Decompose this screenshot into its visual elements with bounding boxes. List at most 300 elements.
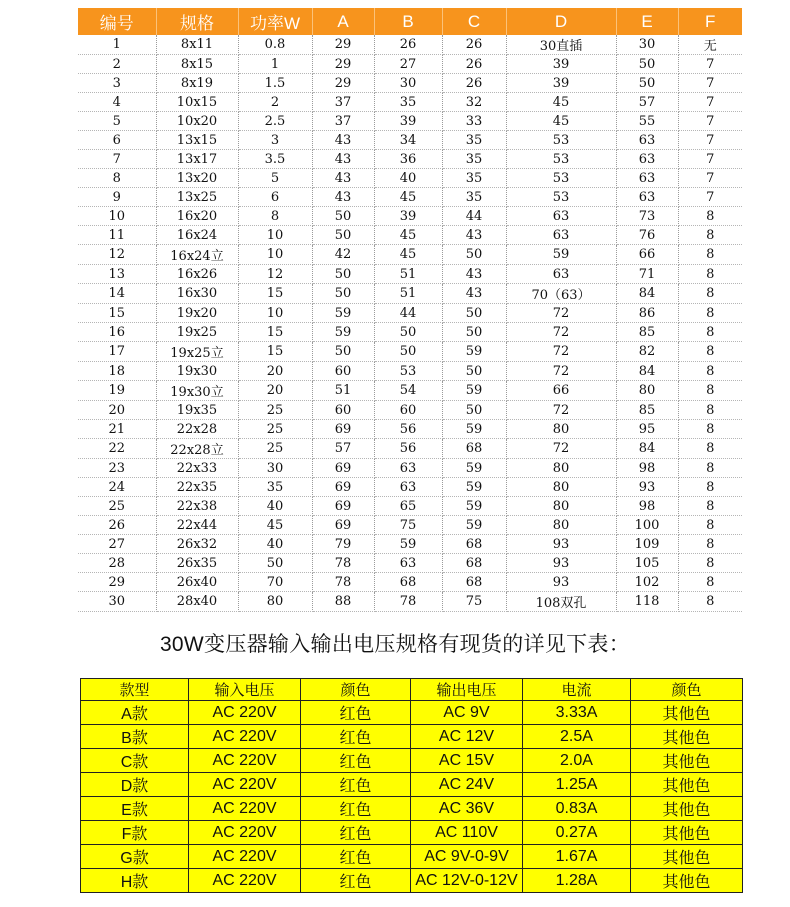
transformer-table-cell: AC 9V [411,701,523,725]
spec-table-cell: 29 [78,573,156,592]
spec-table-cell: 29 [312,55,374,74]
transformer-table-cell: AC 220V [189,845,301,869]
spec-table-cell: 69 [312,459,374,478]
spec-table-cell: 21 [78,420,156,439]
spec-table-cell: 95 [616,420,678,439]
spec-table-cell: 39 [506,74,616,93]
spec-table-cell: 14 [78,284,156,304]
spec-table-cell: 108双孔 [506,592,616,612]
spec-table-cell: 63 [616,188,678,207]
spec-table-cell: 32 [442,93,506,112]
spec-table-cell: 3 [238,131,312,150]
spec-table-cell: 8 [678,362,742,381]
spec-table-cell: 22x28立 [156,439,238,459]
spec-table-cell: 27 [78,535,156,554]
spec-table-cell: 8 [678,265,742,284]
spec-table-cell: 50 [616,74,678,93]
spec-table-cell: 75 [442,592,506,612]
spec-table-cell: 69 [312,516,374,535]
spec-table-cell: 2 [78,55,156,74]
spec-table-header-cell: E [616,8,678,35]
spec-table-cell: 22 [78,439,156,459]
spec-table-cell: 59 [506,245,616,265]
spec-table-cell: 22x33 [156,459,238,478]
spec-table-cell: 39 [374,207,442,226]
spec-table-cell: 13x17 [156,150,238,169]
spec-table-cell: 8 [678,592,742,612]
spec-table-cell: 19x20 [156,304,238,323]
spec-table-cell: 43 [312,131,374,150]
spec-table-row [78,265,742,284]
transformer-table-header-cell: 颜色 [301,679,411,701]
transformer-table-cell: B款 [81,725,189,749]
spec-table-cell: 16x20 [156,207,238,226]
spec-table-cell: 10x20 [156,112,238,131]
spec-table-cell: 63 [616,131,678,150]
spec-table-cell: 8 [678,284,742,304]
transformer-table-cell: AC 15V [411,749,523,773]
spec-table-row [78,55,742,74]
spec-table-cell: 7 [678,74,742,93]
spec-table-cell: 65 [374,497,442,516]
spec-table-cell: 4 [78,93,156,112]
spec-table-cell: 50 [374,323,442,342]
spec-table-cell: 24 [78,478,156,497]
spec-table-cell: 22x44 [156,516,238,535]
spec-table-cell: 7 [678,188,742,207]
spec-table-row [78,516,742,535]
spec-table-cell: 63 [374,459,442,478]
spec-table-cell: 19x30 [156,362,238,381]
spec-table-cell: 80 [616,381,678,401]
spec-table-cell: 19x35 [156,401,238,420]
transformer-table-cell: 其他色 [631,725,743,749]
spec-table-cell: 72 [506,323,616,342]
spec-table-cell: 53 [506,188,616,207]
spec-table-cell: 30直插 [506,35,616,55]
spec-table-cell: 8 [678,420,742,439]
spec-table-cell: 10 [238,226,312,245]
spec-table-cell: 35 [442,131,506,150]
spec-table-cell: 72 [506,342,616,362]
transformer-table-cell: 红色 [301,845,411,869]
transformer-table-row [81,725,743,749]
spec-table-cell: 7 [678,131,742,150]
spec-table-cell: 25 [238,401,312,420]
spec-table-cell: 10 [238,304,312,323]
spec-table-cell: 13 [78,265,156,284]
spec-table-cell: 54 [374,381,442,401]
spec-table-cell: 70 [238,573,312,592]
spec-table-row [78,420,742,439]
spec-table-cell: 33 [442,112,506,131]
transformer-table-row [81,821,743,845]
spec-table-row [78,573,742,592]
spec-table-cell: 53 [506,169,616,188]
spec-table-cell: 36 [374,150,442,169]
spec-table-cell: 93 [506,535,616,554]
transformer-table-cell: 2.0A [523,749,631,773]
transformer-table-cell: AC 24V [411,773,523,797]
transformer-table-row [81,845,743,869]
transformer-table-row [81,797,743,821]
spec-table-cell: 109 [616,535,678,554]
spec-table-cell: 59 [442,420,506,439]
spec-table-cell: 7 [678,112,742,131]
transformer-table-body [81,701,743,893]
spec-table-cell: 8 [678,401,742,420]
spec-table-cell: 84 [616,284,678,304]
spec-table-cell: 19x25立 [156,342,238,362]
spec-table-cell: 51 [312,381,374,401]
spec-table-cell: 18 [78,362,156,381]
spec-table-cell: 60 [312,362,374,381]
spec-table-cell: 8 [678,497,742,516]
transformer-table-cell: AC 9V-0-9V [411,845,523,869]
spec-table-header-row [78,8,742,35]
transformer-table-header-cell: 电流 [523,679,631,701]
spec-table-cell: 50 [312,207,374,226]
transformer-table-cell: 0.27A [523,821,631,845]
transformer-table-cell: AC 12V [411,725,523,749]
spec-table-cell: 8 [678,478,742,497]
spec-table-cell: 7 [78,150,156,169]
transformer-table-cell: AC 220V [189,773,301,797]
spec-table-cell: 1 [238,55,312,74]
spec-table-cell: 73 [616,207,678,226]
spec-table-header-cell: D [506,8,616,35]
spec-table-cell: 98 [616,459,678,478]
spec-table-cell: 59 [374,535,442,554]
spec-table-cell: 63 [506,265,616,284]
spec-table-cell: 13x15 [156,131,238,150]
spec-table-cell: 5 [78,112,156,131]
spec-table-cell: 8 [678,459,742,478]
spec-table-cell: 20 [78,401,156,420]
transformer-table-row [81,773,743,797]
transformer-heading: 30W变压器输入输出电压规格有现货的详见下表： [159,633,631,656]
spec-table-row [78,150,742,169]
transformer-table-cell: 红色 [301,749,411,773]
spec-table-cell: 80 [506,459,616,478]
spec-table-row [78,362,742,381]
spec-table-cell: 76 [616,226,678,245]
spec-table-cell: 15 [238,323,312,342]
spec-table-cell: 118 [616,592,678,612]
spec-table-cell: 72 [506,362,616,381]
spec-table-cell: 45 [374,188,442,207]
spec-table-cell: 8 [78,169,156,188]
spec-table-row [78,535,742,554]
spec-table-cell: 75 [374,516,442,535]
spec-table-row [78,342,742,362]
spec-table-cell: 43 [442,265,506,284]
spec-table-cell: 50 [442,401,506,420]
spec-table-cell: 68 [442,535,506,554]
transformer-table-cell: H款 [81,869,189,893]
spec-table-cell: 80 [506,420,616,439]
spec-table-cell: 98 [616,497,678,516]
spec-table-row [78,323,742,342]
spec-table-cell: 59 [312,304,374,323]
spec-table-cell: 9 [78,188,156,207]
spec-table-cell: 8 [678,342,742,362]
spec-table-cell: 63 [616,150,678,169]
spec-table-cell: 44 [442,207,506,226]
transformer-table-cell: 红色 [301,821,411,845]
spec-table-cell: 50 [374,342,442,362]
spec-table-header-cell: C [442,8,506,35]
spec-table-cell: 26 [442,35,506,55]
spec-table-cell: 23 [78,459,156,478]
transformer-table-cell: AC 36V [411,797,523,821]
spec-table-cell: 11 [78,226,156,245]
transformer-table-header-cell: 颜色 [631,679,743,701]
spec-table-cell: 59 [442,459,506,478]
spec-table-row [78,284,742,304]
spec-table-cell: 17 [78,342,156,362]
spec-table-cell: 30 [616,35,678,55]
spec-table-cell: 12 [238,265,312,284]
transformer-table-cell: AC 110V [411,821,523,845]
spec-table-cell: 69 [312,420,374,439]
spec-table-cell: 63 [616,169,678,188]
spec-table-cell: 43 [312,188,374,207]
spec-table-cell: 51 [374,284,442,304]
spec-table-cell: 8x15 [156,55,238,74]
transformer-table-header-cell: 款型 [81,679,189,701]
spec-table-cell: 15 [78,304,156,323]
spec-table-cell: 40 [238,535,312,554]
transformer-table-cell: 红色 [301,797,411,821]
transformer-table-header-cell: 输入电压 [189,679,301,701]
spec-table-header-cell: 功率W [238,8,312,35]
spec-table-row [78,497,742,516]
spec-table-cell: 50 [312,265,374,284]
transformer-table-cell: AC 12V-0-12V [411,869,523,893]
spec-table-cell: 10x15 [156,93,238,112]
spec-table-cell: 16x26 [156,265,238,284]
spec-table-cell: 26x35 [156,554,238,573]
spec-table-cell: 80 [506,497,616,516]
spec-table-cell: 59 [442,516,506,535]
transformer-table-cell: C款 [81,749,189,773]
spec-table-cell: 63 [374,478,442,497]
transformer-table-cell: AC 220V [189,869,301,893]
spec-table-cell: 50 [442,304,506,323]
transformer-table-cell: E款 [81,797,189,821]
spec-table-cell: 25 [238,439,312,459]
spec-table [78,8,742,612]
spec-table-cell: 60 [374,401,442,420]
spec-table-row [78,74,742,93]
spec-table-cell: 50 [442,323,506,342]
spec-table-cell: 22x35 [156,478,238,497]
spec-table-body [78,35,742,612]
spec-table-row [78,592,742,612]
transformer-table-cell: 其他色 [631,773,743,797]
transformer-table-cell: 红色 [301,773,411,797]
spec-table-cell: 85 [616,401,678,420]
spec-table-cell: 34 [374,131,442,150]
spec-table-cell: 82 [616,342,678,362]
transformer-table-cell: AC 220V [189,725,301,749]
transformer-table-cell: 其他色 [631,749,743,773]
spec-table-cell: 84 [616,362,678,381]
spec-table-cell: 7 [678,55,742,74]
spec-table-cell: 57 [616,93,678,112]
transformer-table-cell: AC 220V [189,749,301,773]
spec-table-cell: 26x32 [156,535,238,554]
spec-table-row [78,169,742,188]
spec-table-cell: 7 [678,93,742,112]
spec-table-cell: 79 [312,535,374,554]
spec-table-cell: 100 [616,516,678,535]
spec-table-cell: 93 [506,573,616,592]
spec-table-cell: 57 [312,439,374,459]
transformer-table-row [81,749,743,773]
spec-table-cell: 59 [312,323,374,342]
spec-table-cell: 66 [506,381,616,401]
spec-table-cell: 43 [442,226,506,245]
spec-table-cell: 5 [238,169,312,188]
spec-table-cell: 6 [78,131,156,150]
spec-table-row [78,401,742,420]
spec-table-cell: 55 [616,112,678,131]
spec-table-header-cell: A [312,8,374,35]
transformer-table-cell: 其他色 [631,821,743,845]
spec-table-cell: 37 [312,93,374,112]
spec-table-cell: 8 [678,554,742,573]
spec-table-cell: 30 [238,459,312,478]
spec-table-cell: 12 [78,245,156,265]
spec-table-cell: 8 [238,207,312,226]
spec-table-row [78,93,742,112]
spec-table-cell: 27 [374,55,442,74]
spec-table-cell: 86 [616,304,678,323]
spec-table-cell: 13x25 [156,188,238,207]
spec-table-cell: 59 [442,342,506,362]
spec-table-cell: 10 [238,245,312,265]
spec-table-row [78,131,742,150]
spec-table-cell: 43 [312,150,374,169]
spec-table-cell: 8 [678,323,742,342]
transformer-table-cell: 其他色 [631,845,743,869]
spec-table-cell: 60 [312,401,374,420]
spec-table-cell: 70（63） [506,284,616,304]
spec-table-cell: 50 [442,362,506,381]
spec-table-cell: 20 [238,381,312,401]
spec-table-row [78,226,742,245]
spec-table-cell: 15 [238,284,312,304]
spec-table-row [78,207,742,226]
spec-table-cell: 28 [78,554,156,573]
spec-table-cell: 3 [78,74,156,93]
transformer-table-cell: 其他色 [631,797,743,821]
transformer-table [80,678,743,893]
spec-table-cell: 43 [442,284,506,304]
spec-table-cell: 25 [238,420,312,439]
spec-table-cell: 15 [238,342,312,362]
spec-table-cell: 40 [238,497,312,516]
spec-table-cell: 56 [374,439,442,459]
spec-table-cell: 1.5 [238,74,312,93]
spec-table-cell: 53 [506,131,616,150]
spec-table-cell: 93 [506,554,616,573]
spec-table-cell: 68 [442,554,506,573]
spec-table-cell: 72 [506,439,616,459]
spec-table-cell: 22x38 [156,497,238,516]
transformer-table-cell: 红色 [301,869,411,893]
transformer-table-header-cell: 输出电压 [411,679,523,701]
spec-table-cell: 16x24立 [156,245,238,265]
transformer-table-cell: D款 [81,773,189,797]
transformer-table-cell: AC 220V [189,821,301,845]
spec-table-cell: 78 [312,573,374,592]
spec-table-cell: 105 [616,554,678,573]
spec-table-cell: 2.5 [238,112,312,131]
spec-table-cell: 8x11 [156,35,238,55]
spec-table-cell: 25 [78,497,156,516]
spec-table-cell: 8 [678,381,742,401]
spec-table-cell: 35 [442,169,506,188]
spec-table-cell: 50 [616,55,678,74]
spec-table-cell: 80 [238,592,312,612]
spec-table-cell: 59 [442,381,506,401]
spec-table-cell: 53 [374,362,442,381]
transformer-table-cell: 红色 [301,725,411,749]
spec-table-cell: 39 [374,112,442,131]
spec-table-header-cell: F [678,8,742,35]
spec-table-cell: 35 [442,150,506,169]
spec-table-cell: 13x20 [156,169,238,188]
spec-table-cell: 8 [678,439,742,459]
spec-table-cell: 8 [678,573,742,592]
spec-table-cell: 8 [678,207,742,226]
spec-table-cell: 8 [678,245,742,265]
spec-table-cell: 102 [616,573,678,592]
spec-table-cell: 40 [374,169,442,188]
spec-table-cell: 30 [374,74,442,93]
spec-table-cell: 8 [678,516,742,535]
spec-table-cell: 78 [312,554,374,573]
spec-table-header-cell: 规格 [156,8,238,35]
spec-table-cell: 53 [506,150,616,169]
spec-table-cell: 43 [312,169,374,188]
spec-table-cell: 10 [78,207,156,226]
spec-table-cell: 68 [442,439,506,459]
spec-table-cell: 6 [238,188,312,207]
spec-table-row [78,554,742,573]
spec-table-cell: 68 [442,573,506,592]
spec-table-cell: 50 [238,554,312,573]
transformer-table-cell: 2.5A [523,725,631,749]
transformer-table-row [81,701,743,725]
spec-table-cell: 无 [678,35,742,55]
spec-table-header-cell: 编号 [78,8,156,35]
spec-table-cell: 45 [374,245,442,265]
spec-table-cell: 93 [616,478,678,497]
spec-table-cell: 39 [506,55,616,74]
spec-table-cell: 26 [442,74,506,93]
transformer-table-cell: G款 [81,845,189,869]
spec-table-cell: 72 [506,304,616,323]
spec-table-cell: 7 [678,169,742,188]
spec-table-cell: 69 [312,497,374,516]
spec-table-cell: 63 [506,207,616,226]
spec-table-cell: 19 [78,381,156,401]
spec-table-cell: 8 [678,226,742,245]
